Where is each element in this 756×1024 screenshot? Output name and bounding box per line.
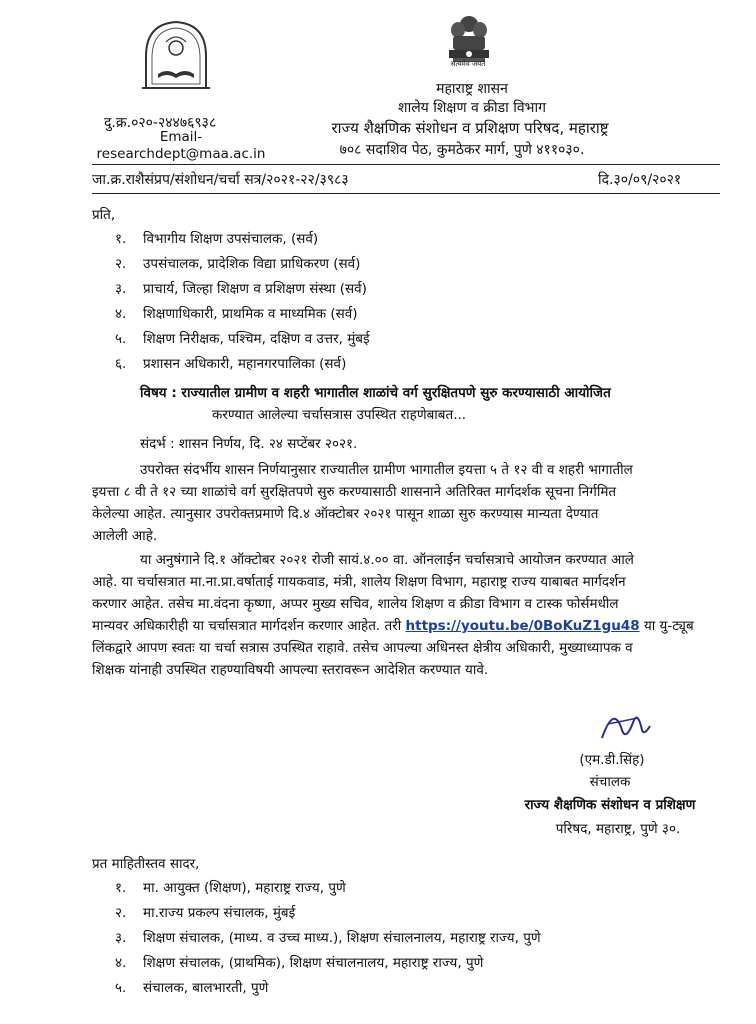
signatory-org-line-1: राज्य शैक्षणिक संशोधन व प्रशिक्षण — [524, 797, 696, 813]
header-rule-bottom — [92, 193, 720, 194]
body-line: उपरोक्त संदर्भीय शासन निर्णयानुसार राज्यातील ग्रामीण भागातील इयत्ता ५ ते १२ वी व शहरी भागातील — [140, 462, 633, 478]
list-item: ५. संचालक, बालभारती, पुणे — [115, 980, 269, 996]
to-label: प्रति, — [92, 207, 116, 223]
list-item: ४. शिक्षण संचालक, (प्राथमिक), शिक्षण संचालनालय, महाराष्ट्र राज्य, पुणे — [115, 955, 484, 971]
signatory-name: (एम.डी.सिंह) — [579, 752, 645, 768]
list-item: २. मा.राज्य प्रकल्प संचालक, मुंबई — [115, 905, 296, 921]
reference-line: संदर्भ : शासन निर्णय, दि. २४ सप्टेंबर २०२१. — [140, 436, 358, 452]
list-item: ५. शिक्षण निरीक्षक, पश्चिम, दक्षिण व उत्तर, मुंबई — [115, 331, 370, 347]
body-line: या अनुषंगाने दि.१ ऑक्टोबर २०२१ रोजी सायं.४.०० वा. ऑनलाईन चर्चासत्राचे आयोजन करण्यात आले — [140, 552, 634, 568]
council-name: राज्य शैक्षणिक संशोधन व प्रशिक्षण परिषद, महाराष्ट्र — [331, 119, 609, 137]
phone-number: दु.क्र.०२०-२४४७६९३८ — [104, 115, 217, 131]
list-item: ४. शिक्षणाधिकारी, प्राथमिक व माध्यमिक (सर्व) — [115, 306, 358, 322]
signatory-org-line-2: परिषद, महाराष्ट्र, पुणे ३०. — [555, 821, 681, 837]
body-line: केलेल्या आहेत. त्यानुसार उपरोक्तप्रमाणे दि.४ ऑक्टोबर २०२१ पासून शाळा सुरु करण्यास मान्यता देण्यात — [92, 506, 599, 522]
signatory-title: संचालक — [589, 774, 631, 790]
list-item: ३. प्राचार्य, जिल्हा शिक्षण व प्रशिक्षण संस्था (सर्व) — [115, 281, 367, 297]
body-line: करणार आहेत. तसेच मा.वंदना कृष्णा, अप्पर मुख्य सचिव, शालेय शिक्षण व क्रीडा विभाग व टास्क फोर्समधील — [92, 596, 619, 612]
body-line: लिंकद्वारे आपण स्वतः या चर्चा सत्रास उपस्थित राहावे. तसेच आपल्या अधिनस्त क्षेत्रीय अधिकारी, मुख्याध्यापक व — [92, 640, 633, 656]
header-rule-top — [92, 164, 720, 165]
body-line: आलेली आहे. — [92, 528, 158, 544]
body-line: आहे. या चर्चासत्रात मा.ना.प्रा.वर्षाताई गायकवाड, मंत्री, शालेय शिक्षण विभाग, महाराष्ट्र राज्य याबाबत मार्गदर्शन — [92, 574, 626, 590]
department-name: शालेय शिक्षण व क्रीडा विभाग — [398, 100, 546, 116]
subject-line-2: करण्यात आलेल्या चर्चासत्रास उपस्थित राहणेबाबत... — [212, 407, 467, 423]
copy-label: प्रत माहितीस्तव सादर, — [92, 856, 200, 872]
list-item: २. उपसंचालक, प्रादेशिक विद्या प्राधिकरण (सर्व) — [115, 256, 361, 272]
body-line: शिक्षक यांनाही उपस्थित राहण्याविषयी आपल्या स्तरावरून आदेशित करण्यात यावे. — [92, 662, 489, 678]
office-address: ७०८ सदाशिव पेठ, कुमठेकर मार्ग, पुणे ४११०३०. — [339, 142, 585, 158]
list-item: ६. प्रशासन अधिकारी, महानगरपालिका (सर्व) — [115, 356, 347, 372]
body-line: इयत्ता ८ वी ते १२ च्या शाळांचे वर्ग सुरक्षितपणे सुरु करण्यासाठी शासनाने अतिरिक्त मार्गदर्शक सूचना निर्गमित — [92, 484, 617, 500]
scert-seal-logo — [140, 18, 212, 92]
reference-number: जा.क्र.राशैसंप्रप/संशोधन/चर्चा सत्र/२०२१-२२/३९८३ — [92, 172, 349, 188]
youtube-link[interactable]: https://youtu.be/0BoKuZ1gu48 — [405, 618, 640, 634]
letter-date: दि.३०/०९/२०२१ — [598, 172, 682, 188]
emblem-caption: सत्यमेव जयते — [450, 60, 486, 68]
email-address[interactable]: researchdept@maa.ac.in — [96, 146, 266, 162]
subject-line-1: विषय : राज्यातील ग्रामीण व शहरी भागातील शाळांचे वर्ग सुरक्षितपणे सुरु करण्यासाठी आयोजित — [140, 385, 611, 401]
national-emblem-icon — [443, 12, 495, 82]
list-item: १. मा. आयुक्त (शिक्षण), महाराष्ट्र राज्य, पुणे — [115, 880, 346, 896]
email-label: Email- — [159, 129, 203, 145]
body-line-with-link: मान्यवर अधिकारीही या चर्चासत्रात मार्गदर्शन करणार आहेत. तरी https://youtu.be/0BoKuZ1gu48 या यु-ट्यूब — [92, 618, 694, 634]
govt-name: महाराष्ट्र शासन — [436, 81, 508, 97]
signature-icon — [594, 700, 654, 750]
list-item: ३. शिक्षण संचालक, (माध्य. व उच्च माध्य.), शिक्षण संचालनालय, महाराष्ट्र राज्य, पुणे — [115, 930, 541, 946]
list-item: १. विभागीय शिक्षण उपसंचालक, (सर्व) — [115, 231, 319, 247]
